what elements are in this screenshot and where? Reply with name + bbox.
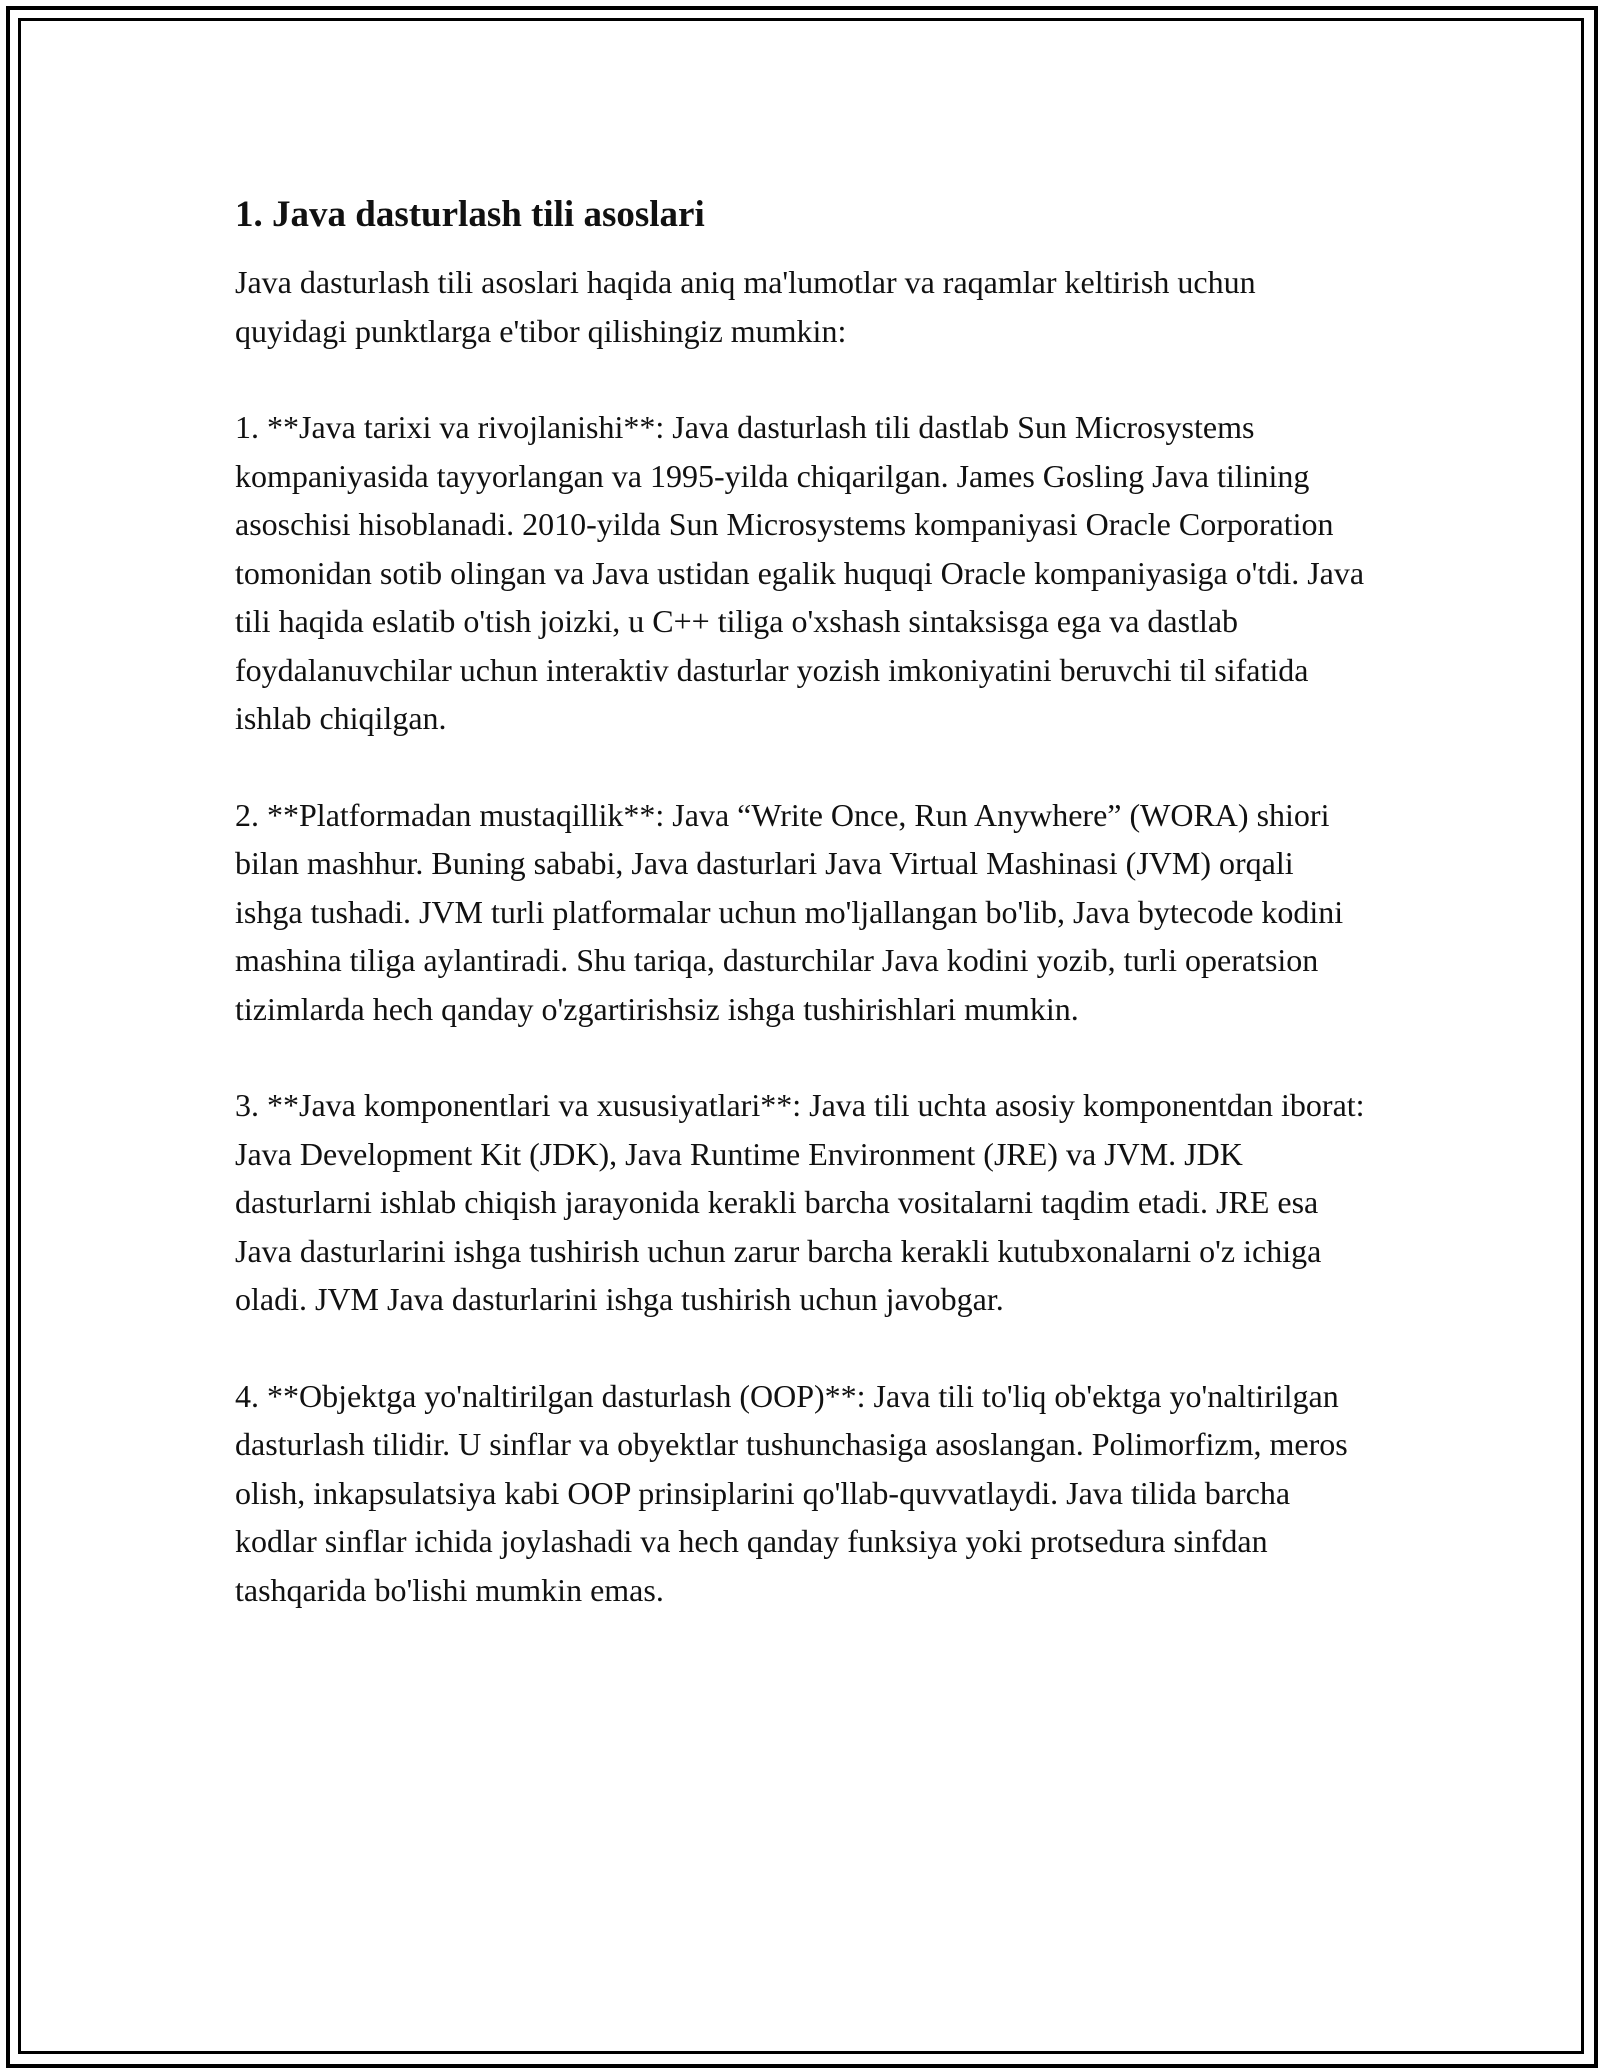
point-java-history: 1. **Java tarixi va rivojlanishi**: Java dasturlash tili dastlab Sun Microsystems kompaniyasida tayyorlangan va 1995-yilda chiqarilgan. James Gosling Java tilining asoschisi hisoblanadi. 2010-yilda Sun Microsystems kompaniyasi Oracle Corporation tomonidan sotib olingan va Java ustidan egalik huquqi Oracle kompaniyasiga o'tdi. Java tili haqida eslatib o'tish joizki, u C++ tiliga o'xshash sintaksisga ega va dastlab foydalanuvchilar uchun interaktiv dasturlar yozish imkoniyatini beruvchi til sifatida ishlab chiqilgan.: [235, 409, 1365, 736]
intro-paragraph: Java dasturlash tili asoslari haqida aniq ma'lumotlar va raqamlar keltirish uchun quyidagi punktlarga e'tibor qilishingiz mumkin:: [235, 264, 1256, 349]
point-platform-independence: 2. **Platformadan mustaqillik**: Java “Write Once, Run Anywhere” (WORA) shiori bilan mashhur. Buning sababi, Java dasturlari Java Virtual Mashinasi (JVM) orqali ishga tushadi. JVM turli platformalar uchun mo'ljallangan bo'lib, Java bytecode kodini mashina tiliga aylantiradi. Shu tariqa, dasturchilar Java kodini yozib, turli operatsion tizimlarda hech qanday o'zgartirishsiz ishga tushirishlari mumkin.: [235, 796, 1344, 1027]
point-java-components: 3. **Java komponentlari va xususiyatlari**: Java tili uchta asosiy komponentdan iborat: Java Development Kit (JDK), Java Runtime Environment (JRE) va JVM. JDK dasturlarni ishlab chiqish jarayonida kerakli barcha vositalarni taqdim etadi. JRE esa Java dasturlarini ishga tushirish uchun zarur barcha kerakli kutubxonalarni o'z ichiga oladi. JVM Java dasturlarini ishga tushirish uchun javobgar.: [235, 1087, 1365, 1317]
point-oop: 4. **Objektga yo'naltirilgan dasturlash (OOP)**: Java tili to'liq ob'ektga yo'naltirilgan dasturlash tilidir. U sinflar va obyektlar tushunchasiga asoslangan. Polimorfizm, meros olish, inkapsulatsiya kabi OOP prinsiplarini qo'llab-quvvatlaydi. Java tilida barcha kodlar sinflar ichida joylashadi va hech qanday funksiya yoki protsedura sinfdan tashqarida bo'lishi mumkin emas.: [235, 1377, 1348, 1608]
document-body: [235, 190, 1365, 1662]
document-title: 1. Java dasturlash tili asoslari: [235, 194, 705, 235]
